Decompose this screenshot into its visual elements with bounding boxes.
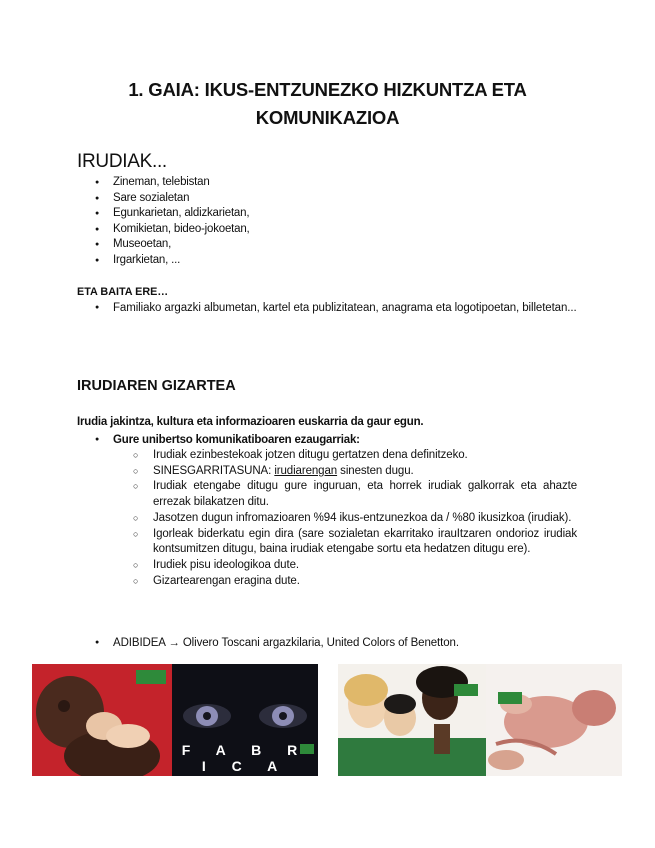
- page-title: [60, 76, 595, 132]
- list-item: ● Sare sozialetan: [77, 191, 250, 207]
- benetton-photo-breastfeeding: [32, 664, 172, 776]
- sinesgarritasuna-rest: sinesten dugu.: [337, 464, 414, 477]
- sinesgarritasuna-label: SINESGARRITASUNA:: [153, 464, 275, 477]
- list-item: ● Zineman, telebistan: [77, 175, 250, 191]
- eta-baita-item: ● Familiako argazki albumetan, kartel eta publizitatean, anagrama eta logotipoetan, billetetan...: [77, 300, 577, 316]
- gizartea-lead: Irudia jakintza, kultura eta informazioaren euskarria da gaur egun.: [77, 416, 424, 428]
- list-item: ○ Irudiek pisu ideologikoa dute.: [77, 558, 577, 574]
- list-item: ● Irgarkietan, ...: [77, 253, 250, 269]
- benetton-photo-three-children: [338, 664, 486, 776]
- list-item: ○ Igorleak biderkatu egin dira (sare sozialetan ekarritako irauItzaren ondorioz irudiak kontsumitzen ditugu, baina irudiak etengabe sortu eta hedatzen ditugu ere).: [77, 527, 577, 558]
- title-line-1: 1. GAIA: IKUS-ENTZUNEZKO HIZKUNTZA ETA: [128, 79, 527, 100]
- benetton-logo: [498, 692, 522, 704]
- list-item: ○ Irudiak ezinbestekoak jotzen ditugu gertatzen dena definitzeko.: [77, 448, 577, 464]
- benetton-photo-newborn: [486, 664, 622, 776]
- adibidea-item: ● ADIBIDEA → Olivero Toscani argazkilaria, United Colors of Benetton.: [77, 635, 577, 651]
- eta-baita-list: [77, 300, 577, 316]
- irudiak-heading: IRUDIAK...: [77, 151, 167, 172]
- benetton-logo: [136, 670, 166, 684]
- eta-baita-heading: ETA BAITA ERE…: [77, 286, 169, 298]
- list-item: [77, 464, 577, 480]
- ezaugarriak-sublist: [77, 448, 577, 589]
- list-item: ○ Gizartearengan eragina dute.: [77, 574, 577, 590]
- fabrica-photo-eyes: [172, 664, 318, 776]
- list-item: ○ Irudiak etengabe ditugu gure inguruan, eta horrek irudiak galkorrak eta ahazte errezak bilakatzen ditu.: [77, 479, 577, 510]
- list-item: ● Museoetan,: [77, 237, 250, 253]
- fabrica-text: F A B R I C A: [181, 742, 309, 774]
- benetton-logo: [454, 684, 478, 696]
- list-item: ● Komikietan, bideo-jokoetan,: [77, 222, 250, 238]
- gizartea-heading: IRUDIAREN GIZARTEA: [77, 378, 236, 394]
- title-line-2: KOMUNIKAZIOA: [255, 107, 400, 128]
- list-item: ○ Jasotzen dugun infromazioaren %94 ikus-entzunezkoa da / %80 ikusizkoa (irudiak).: [77, 511, 577, 527]
- children-illustration: [338, 664, 486, 776]
- ezaugarriak-list: [77, 432, 577, 589]
- adibidea-list: [77, 635, 577, 651]
- list-item: ● Egunkarietan, aldizkarietan,: [77, 206, 250, 222]
- underlined-word: irudiarengan: [274, 464, 338, 477]
- ezaugarriak-heading: ● Gure unibertso komunikatiboaren ezaugarriak:: [77, 432, 577, 448]
- newborn-illustration: [486, 664, 622, 776]
- irudiak-list: [77, 175, 250, 269]
